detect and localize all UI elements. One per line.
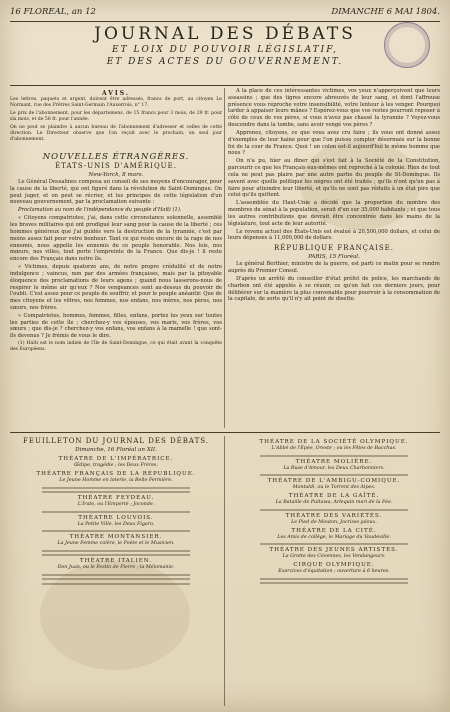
text-line [42,550,190,552]
masthead-rule [10,85,440,86]
theatre-program: Don Juan, ou le Festin de Pierre ; la Mélomanie. [57,565,175,570]
column-left [10,152,222,354]
article-paragraph: L'assemblée du Haut-Unie a décidé que la proportion du nombre des membres du sénat à la population, serait d'un sur 35,000 habitants ; et que tous les autres contributions que devrait être concentrée dans les mains de la législature, tout acte de leur autorité. [228,200,440,227]
theatre-program: Le Jeune Homme en loterie, la Belle Fermière. [59,478,173,483]
text-line [42,574,190,576]
text-line [260,455,408,457]
theatre-program: La Petite Ville, les Deux Figaro. [77,521,155,527]
article-paragraph: « Citoyens compatriotes, j'ai, dans cette circonstance solennelle, assemblé les braves militaires qui ont prodigué leur sang pour la cause de la liberté ; ces hommes généreux que j'ai guidés vers la destruction de la tyrannie, c'est par moins assez fait pour votre bonheur. Tant ce qui reste encore de la rage de nos ennemis, nous appelle les ennemis de ce peuple honorable. Nos lois, nos mœurs, nos villes, tout porte l'empreinte de la France. Que dis-je ! il reste encore des Français dans notre île. [10,215,222,263]
article-paragraph: « Victimes, depuis quatorze ans, de notre propre crédulité et de notre indulgence ; vaincus, non par des armées françaises, mais par la pitoyable éloquence des proclamations de leurs agens ; quand nous lasserons-nous de respirer le même air qu'eux ? Nos vengeances sont au-dessus du pouvoir de l'oubli. C'est assez pour ce peuple de souffrir, et pour le peuple anéantir. Que de mes citoyens et les vôtres, nos femmes, nos enfans, nos mères, nos pères, nos sœurs, nos frères. [10,264,222,311]
notice-paragraph: Les lettres, paquets et argent, doivent être adressés, francs de port, au citoyen Le Normant, rue des Prêtres Saint-Germain l'Auxerrois, n° 17. [10,97,222,108]
feuilleton-date: Dimanche, 16 Floréal an XII. [75,447,157,453]
notice-paragraph: Le prix de l'abonnement, pour les départemens, de 15 francs pour 3 mois, de 29 fr. pour six mois, et de 56 fr. pour l'année. [10,111,222,122]
notice-box [10,91,222,145]
theatre-name: THÉATRE DE LA SOCIÉTÉ OLYMPIQUE. [259,439,409,445]
text-line [42,578,190,580]
theatre-name: THÉATRE MOLIÈRE. [295,458,373,465]
theatre-program: L'Abbé de l'Épée, Oreste ; ou les Fêtes de Bacchus. [271,446,397,451]
theatre-name: THÉATRE DE LA CITÉ. [291,527,377,534]
theatre-name: THÉATRE FRANÇAIS DE LA RÉPUBLIQUE. [36,471,196,477]
text-line [260,509,408,511]
article-paragraph: Apprenez, citoyens, ce que vous avez cru faire ; ils vous ont donné assez d'exemples de leur haine pour que l'on puisse compter désormais sur la bonne foi de la cour de France. Quoi ! un colon est-il aujourd'hui le même homme que nous ? [228,129,440,157]
newspaper-subtitle-1: ET LOIX DU POUVOIR LÉGISLATIF, [112,45,338,55]
feuilleton-right [228,437,440,584]
theatre-program: L'Irato, ou l'Emporté ; Joconde. [77,502,155,507]
theatre-program: La Jeune Femme colère, le Poète et le Musicien. [57,541,175,546]
theatre-program: Montaldi, ou le Torrent des Alpes. [292,485,376,490]
notice-paragraph: On ne peut se plaindre à aucun bureau de l'abonnement d'adresser et celles de cette direction. Le Directeur observe que l'on reçoit avec le prochain, un seul jour d'abonnement. [10,125,222,142]
theatre-name: THÉATRE DE LA GAÎTÉ. [288,493,380,499]
theatre-program: La Bataille de Pultawa, Arlequin mari de la Fée. [275,500,393,505]
text-line [42,583,190,585]
text-line [42,491,190,493]
text-line [42,530,190,532]
article-paragraph: Le Général Dessalines composa un conseil de ses moyens d'encourager, pour la cause de la liberté, qui ont figuré dans la révolution de Saint-Domingue. On peut juger, et on peut se récrier, et les principes de cette législation d'un nouveau gouvernement, par la proclamation suivante : [10,179,222,206]
article-paragraph: A la place de ces intéressantes victimes, vos yeux n'apperçoivent que leurs assassins ; que des tigres encore abreuvés de leur sang, et dont l'affreuse présence vous reproche votre insensibilité, votre lenteur à les venger. Pourquoi tarder à appaiser leurs mânes ? Espérez-vous que vos restes pourront reposer à côté de ceux de vos pères, si vous n'avez pas chassé la tyrannie ? Voyez-vous descendre dans la tombe, sans avoir vengé vos pères ? [228,88,440,128]
theatre-name: THÉATRE ITALIEN. [79,558,153,564]
feuilleton-divider [224,436,225,706]
theatre-name: THÉATRE DE L'IMPÉRATRICE. [58,456,174,462]
text-line [260,578,408,580]
theatre-program: Œdipe, tragédie ; les Deux Frères. [73,463,159,468]
article-paragraph: D'après un arrêté du conseiller d'état préfet de police, les marchands de charbon ont été appelés à se réunir, ce qu'on fait ces derniers jours, pour délibérer sur la manière la plus convenable pour pourvoir à la consommation de la capitale, de sorte qu'il n'y ait point de disette. [228,276,440,303]
theatre-name: CIRQUE OLYMPIQUE. [293,562,375,568]
theatre-program: La Ruse d'Amour, les Deux Charbonniers. [283,465,385,471]
article-dateline: PARIS, 15 Floréal. [308,254,360,261]
issue-date-gregorian: DIMANCHE 6 MAI 1804. [331,7,440,17]
text-line [42,487,190,489]
text-line [42,511,190,513]
section-heading: RÉPUBLIQUE FRANÇAISE. [273,244,394,253]
article-paragraph: Proclamation au nom de l'indépendance du peuple d'Haïti (1). [18,207,182,214]
theatre-program: Exercices d'équitation ; ouverture à 6 heures. [278,569,390,574]
theatre-name: THÉATRE LOUVOIS. [78,514,154,521]
column-right [228,88,440,304]
article-paragraph: Le général Berthier, ministre de la guerre, est parti ce matin pour se rendre auprès du Premier Consul. [228,261,440,275]
library-stamp [384,22,430,68]
text-line [260,474,408,476]
issue-date-republican: 16 FLOREAL, an 12 [10,7,96,17]
section-heading: NOUVELLES ÉTRANGÈRES. [42,152,190,162]
text-line [260,582,408,584]
theatre-program: Le Pied de Mouton, Jocrisse jaloux. [291,519,377,525]
feuilleton-left [10,437,222,585]
article-paragraph: On n'a pu, hier au diner qui s'est fait à la Société de la Constitution, parcourir ce que les Français eux-mêmes ont reproché à la colonie. Rien de tout cela ne peut pas plaire par une autre partie du peuple de St-Domingue. Ils savent avec quelle politique les nègres ont été traités ; qu'ils n'ont qu'un pas à faire pour atteindre leur liberté, et qu'ils ne sont pas réduits à un état pire que celui qu'ils quittent. [228,158,440,199]
theatre-name: THÉATRE DES VARIÉTÉS. [285,512,383,519]
theatre-program: La Grotte des Cévennes, les Vendangeurs. [282,554,386,559]
text-line [260,543,408,545]
section-subheading: ÉTATS-UNIS D'AMÉRIQUE. [55,162,177,170]
theatre-name: THÉATRE DE L'AMBIGU-COMIQUE. [267,478,401,484]
text-line [42,554,190,556]
footnote: (1) Haïti est le nom indien de l'île de Saint-Domingue, ce qui était avant la conquête des Européens. [10,341,222,353]
newspaper-title: JOURNAL DES DÉBATS [94,24,356,44]
top-rule [10,21,440,22]
newspaper-subtitle-2: ET DES ACTES DU GOUVERNEMENT. [106,57,344,67]
theatre-name: THÉATRE MONTANSIER. [69,534,163,540]
article-paragraph: « Compatriotes, hommes, femmes, filles, enfans, portez les yeux sur toutes les parties de cette île ; cherchez-y vos épouses, vos maris, vos frères, vos sœurs ; que dis-je ? cherchez-y vos enfans, vos enfans à la mamelle ! que sont-ils devenus ? Je frémis de vous le dire. [10,312,222,340]
feuilleton-rule [10,432,440,433]
feuilleton-title: FEUILLETON DU JOURNAL DES DÉBATS. [22,437,210,445]
theatre-name: THÉATRE DES JEUNES ARTISTES. [269,547,399,553]
article-paragraph: Le revenu actuel des États-Unis est évalué à 20,500,000 dollars, et celui de leurs dépenses à 11,000,000 de dollars. [228,228,440,242]
article-dateline: New-Yorck, 8 mars. [88,172,144,178]
theatre-name: THÉATRE FEYDEAU. [77,495,155,501]
column-divider [224,88,225,428]
issue-line [10,7,440,21]
theatre-program: Les Amis de collège, le Mariage du Vaudeville. [277,534,391,540]
notice-title: AVIS. [102,90,130,97]
masthead [10,24,440,68]
